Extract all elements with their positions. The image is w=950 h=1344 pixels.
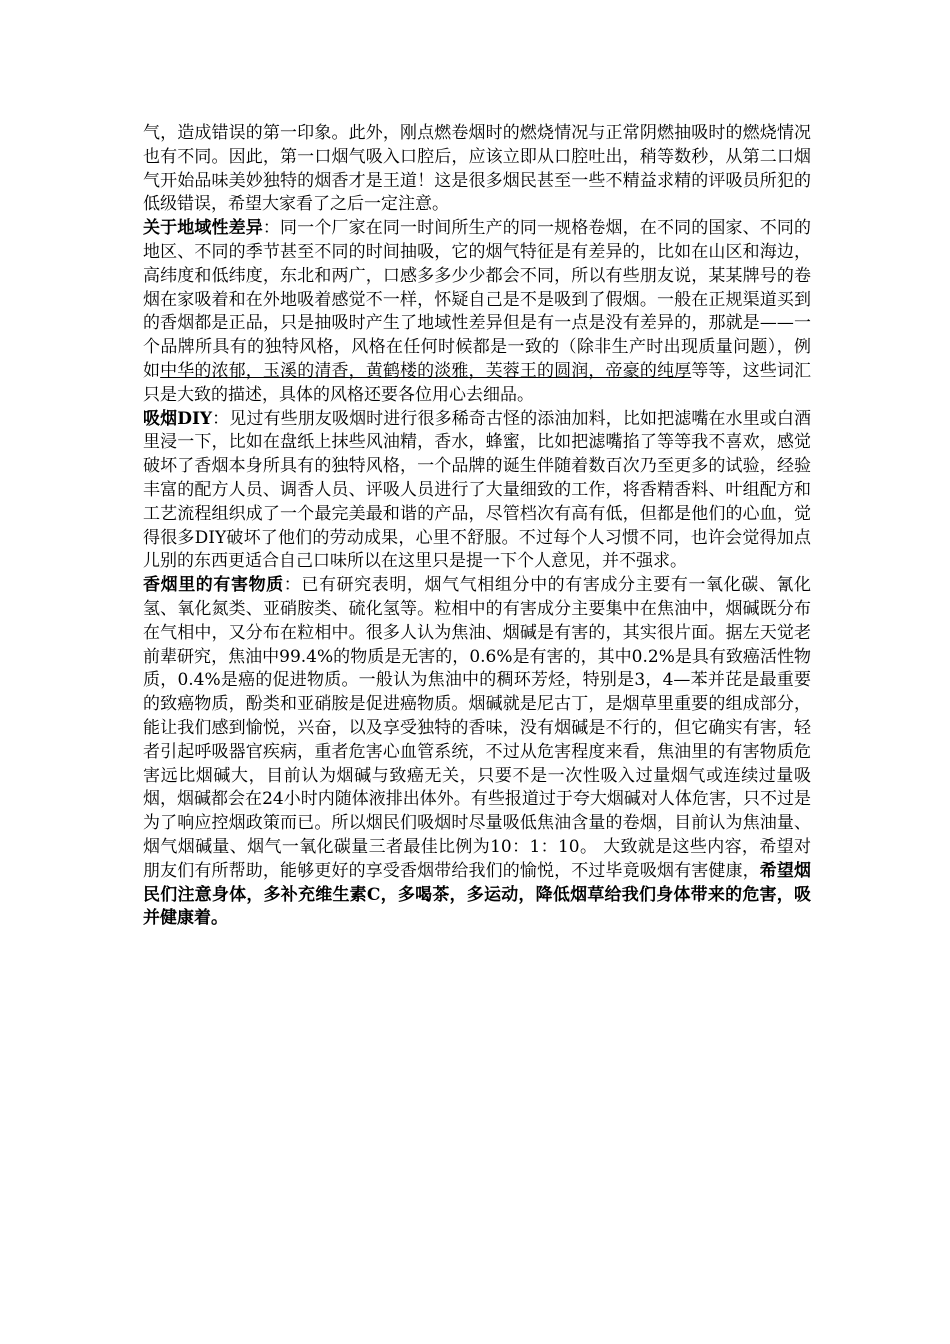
paragraph-heading: 吸烟DIY [143, 408, 213, 429]
document-body [143, 122, 811, 931]
paragraph-text: ：见过有些朋友吸烟时进行很多稀奇古怪的添油加料，比如把滤嘴在水里或白酒里浸一下，比如在盘纸上抹些风油精，香水，蜂蜜，比如把滤嘴掐了等等我不喜欢，感觉破坏了香烟本身所具有的独特风格，一个品牌的诞生伴随着数百次乃至更多的试验，经验丰富的配方人员、调香人员、评吸人员进行了大量细致的工作，将香精香料、叶组配方和工艺流程组织成了一个最完美最和谐的产品，尽管档次有高有低，但都是他们的心血，觉得很多DIY破坏了他们的劳动成果，心里不舒服。不过每个人习惯不同，也许会觉得加点儿别的东西更适合自己口味所以在这里只是提一下个人意见，并不强求。 [143, 408, 811, 572]
paragraph-intro [143, 122, 811, 217]
paragraph-heading: 关于地域性差异 [143, 218, 263, 239]
paragraph-text: ：已有研究表明，烟气气相组分中的有害成分主要有一氧化碳、氰化氢、氧化氮类、亚硝胺类、硫化氢等。粒相中的有害成分主要集中在焦油中，烟碱既分布在气相中，又分布在粒相中。很多人认为焦油、烟碱是有害的，其实很片面。据左天觉老前辈研究，焦油中99.4%的物质是无害的，0.6%是有害的，其中0.2%是具有致癌活性物质，0.4%是癌的促进物质。一般认为焦油中的稠环芳烃，特别是3，4—苯并芘是最重要的致癌物质，酚类和亚硝胺是促进癌物质。烟碱就是尼古丁，是烟草里重要的组成部分，能让我们感到愉悦，兴奋，以及享受独特的香味，没有烟碱是不行的，但它确实有害，轻者引起呼吸器官疾病，重者危害心血管系统，不过从危害程度来看，焦油里的有害物质危害远比烟碱大，目前认为烟碱与致癌无关，只要不是一次性吸入过量烟气或连续过量吸烟，烟碱都会在24小时内随体液排出体外。有些报道过于夸大烟碱对人体危害，只不过是为了响应控烟政策而已。所以烟民们吸烟时尽量吸低焦油含量的卷烟，目前认为焦油量、烟气烟碱量、烟气一氧化碳量三者最佳比例为10：1：10。 大致就是这些内容，希望对朋友们有所帮助，能够更好的享受香烟带给我们的愉悦，不过毕竟吸烟有害健康， [143, 575, 812, 881]
paragraph-smoking-diy [143, 408, 811, 575]
paragraph-harmful-substances [143, 574, 811, 931]
paragraph-text: 气，造成错误的第一印象。此外，刚点燃卷烟时的燃烧情况与正常阴燃抽吸时的燃烧情况也有不同。因此，第一口烟气吸入口腔后，应该立即从口腔吐出，稍等数秒，从第二口烟气开始品味美妙独特的烟香才是王道！这是很多烟民甚至一些不精益求精的评吸员所犯的低级错误，希望大家看了之后一定注意。 [143, 123, 811, 215]
paragraph-regional-difference [143, 217, 811, 407]
paragraph-text: 等等，这些词汇只是大致的描述，具体的风格还要各位用心去细品。 [143, 360, 812, 405]
underlined-brand-styles: 中华的浓郁，玉溪的清香，黄鹤楼的淡雅，芙蓉王的圆润，帝豪的纯厚 [160, 360, 692, 381]
paragraph-text: ：同一个厂家在同一时间所生产的同一规格卷烟，在不同的国家、不同的地区、不同的季节甚至不同的时间抽吸，它的烟气特征是有差异的，比如在山区和海边，高纬度和低纬度，东北和两广，口感多多少少都会不同，所以有些朋友说，某某牌号的卷烟在家吸着和在外地吸着感觉不一样，怀疑自己是不是吸到了假烟。一般在正规渠道买到的香烟都是正品，只是抽吸时产生了地域性差异但是有一点是没有差异的，那就是——一个品牌所具有的独特风格，风格在任何时候都是一致的（除非生产时出现质量问题），例如 [143, 218, 811, 381]
paragraph-heading: 香烟里的有害物质 [143, 575, 284, 596]
bold-closing-advice: 希望烟民们注意身体，多补充维生素C，多喝茶，多运动，降低烟草给我们身体带来的危害，吸并健康着。 [143, 860, 812, 929]
